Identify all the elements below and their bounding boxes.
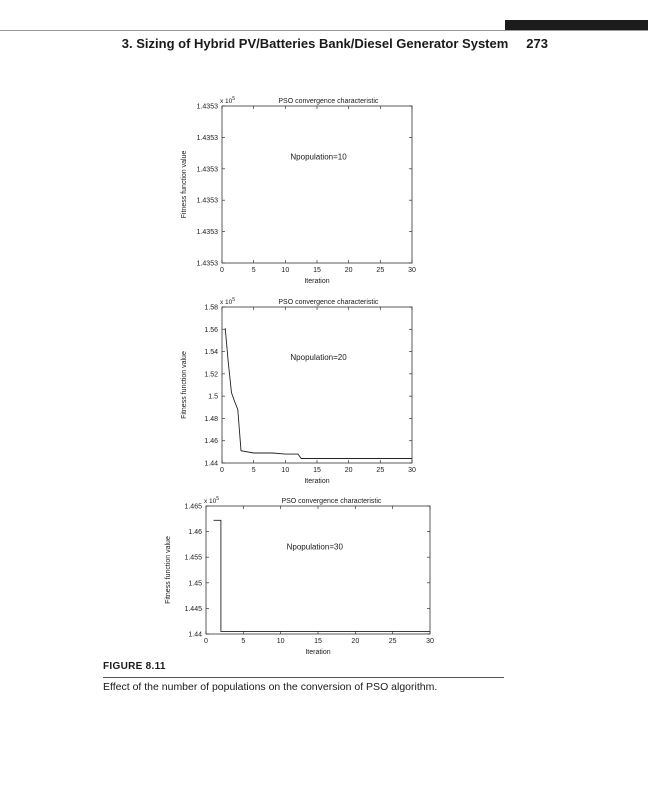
scale-factor-base: x 10 <box>204 498 217 505</box>
y-tick-label: 1.46 <box>204 438 218 446</box>
y-tick-label: 1.4353 <box>196 197 218 205</box>
x-tick-label: 30 <box>408 467 416 474</box>
x-tick-label: 25 <box>388 638 397 645</box>
x-tick-label: 20 <box>344 267 353 274</box>
scale-factor-exponent: 5 <box>216 496 220 502</box>
y-tick-label: 1.465 <box>184 503 202 511</box>
scale-factor-base: x 10 <box>220 98 233 105</box>
x-tick-label: 5 <box>251 467 256 474</box>
y-tick-label: 1.4353 <box>196 134 218 142</box>
y-tick-label: 1.4353 <box>196 103 218 111</box>
x-tick-label: 10 <box>276 638 285 645</box>
population-annotation: Npopulation=30 <box>286 542 343 552</box>
x-tick-label: 25 <box>376 267 385 274</box>
y-tick-label: 1.5 <box>208 393 218 401</box>
y-tick-label: 1.4353 <box>196 229 218 237</box>
x-tick-label: 15 <box>314 638 322 645</box>
chart-title: PSO convergence characteristic <box>278 299 379 306</box>
scale-factor-base: x 10 <box>220 299 233 306</box>
y-tick-label: 1.48 <box>204 415 218 423</box>
y-tick-label: 1.44 <box>204 460 218 468</box>
x-tick-label: 15 <box>313 467 321 474</box>
x-tick-label: 20 <box>344 467 353 474</box>
x-axis-label: Iteration <box>304 478 330 485</box>
y-tick-label: 1.44 <box>188 631 202 639</box>
x-tick-label: 10 <box>281 467 290 474</box>
scale-factor-exponent: 5 <box>232 96 236 102</box>
scale-factor-exponent: 5 <box>232 297 236 303</box>
y-tick-label: 1.45 <box>188 580 202 588</box>
figure-caption: Effect of the number of populations on the conversion of PSO algorithm. <box>103 681 438 693</box>
x-tick-label: 10 <box>281 267 290 274</box>
x-tick-label: 30 <box>426 638 434 645</box>
x-tick-label: 0 <box>220 467 224 474</box>
x-tick-label: 20 <box>351 638 360 645</box>
y-tick-label: 1.455 <box>184 554 202 562</box>
chart-title: PSO convergence characteristic <box>278 98 379 105</box>
y-tick-label: 1.46 <box>188 529 202 537</box>
x-tick-label: 15 <box>313 267 321 274</box>
chart-title: PSO convergence characteristic <box>281 498 382 505</box>
population-annotation: Npopulation=20 <box>290 353 347 363</box>
page-number: 273 <box>526 36 548 51</box>
y-tick-label: 1.58 <box>204 304 218 312</box>
figure-rule <box>103 677 504 678</box>
chapter-title: 3. Sizing of Hybrid PV/Batteries Bank/Diesel Generator System <box>121 36 509 51</box>
y-tick-label: 1.56 <box>204 326 218 334</box>
x-axis-label: Iteration <box>304 278 330 285</box>
y-tick-label: 1.52 <box>204 371 218 379</box>
x-tick-label: 5 <box>241 638 246 645</box>
scale-factor <box>204 496 219 505</box>
y-tick-label: 1.4353 <box>196 166 218 174</box>
x-tick-label: 0 <box>220 267 224 274</box>
x-tick-label: 0 <box>204 638 208 645</box>
figure-label: FIGURE 8.11 <box>103 661 166 672</box>
y-axis-label: Fitness function value <box>181 150 188 219</box>
x-tick-label: 25 <box>376 467 385 474</box>
y-tick-label: 1.54 <box>204 349 218 357</box>
x-axis-label: Iteration <box>305 649 331 656</box>
y-tick-label: 1.4353 <box>196 260 218 268</box>
y-tick-label: 1.445 <box>184 605 202 613</box>
plot-frame <box>206 506 430 634</box>
population-annotation: Npopulation=10 <box>290 152 347 162</box>
x-tick-label: 5 <box>251 267 256 274</box>
y-axis-label: Fitness function value <box>181 351 188 419</box>
y-axis-label: Fitness function value <box>165 536 172 604</box>
x-tick-label: 30 <box>408 267 416 274</box>
